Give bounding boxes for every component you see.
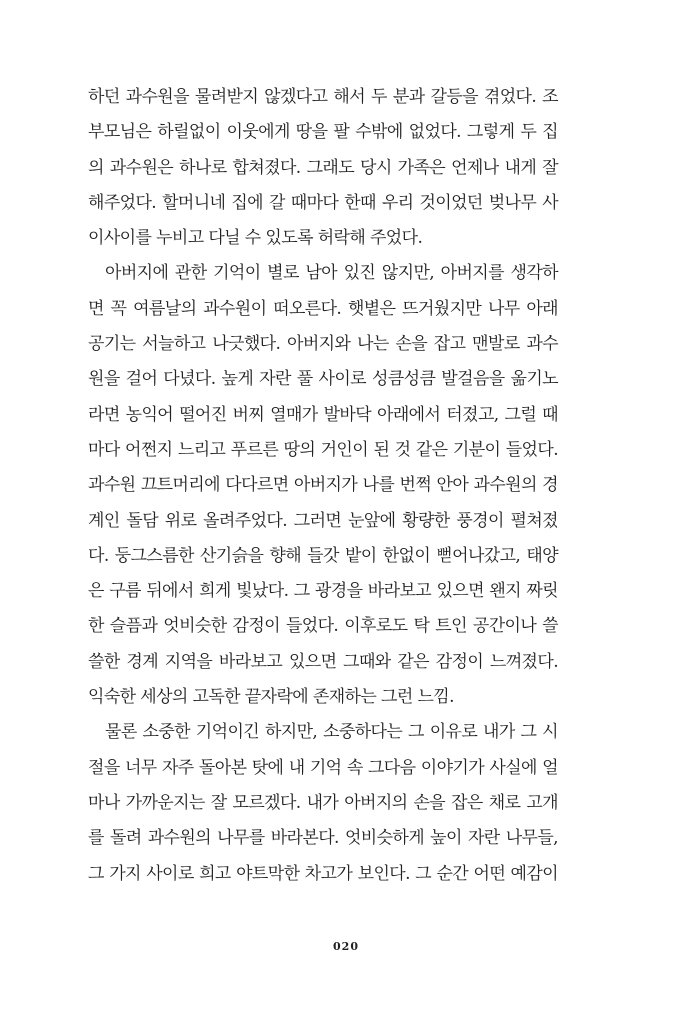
text-line: 면 꼭 여름날의 과수원이 떠오른다. 햇볕은 뜨거웠지만 나무 아래 (88, 298, 558, 319)
text-line: 마나 가까운지는 잘 모르겠다. 내가 아버지의 손을 잡은 채로 고개 (88, 792, 558, 813)
text-line: 물론 소중한 기억이긴 하지만, 소중하다는 그 이유로 내가 그 시 (105, 722, 558, 743)
paragraph-2 (88, 256, 558, 715)
book-page-body (88, 80, 558, 892)
text-line: 해주었다. 할머니네 집에 갈 때마다 한때 우리 것이었던 벚나무 사 (88, 192, 558, 213)
text-line: 라면 농익어 떨어진 버찌 열매가 발바닥 아래에서 터졌고, 그럴 때 (88, 404, 558, 425)
text-line: 를 돌려 과수원의 나무를 바라본다. 엇비슷하게 높이 자란 나무들, (88, 828, 558, 849)
text-line: 하던 과수원을 물려받지 않겠다고 해서 두 분과 갈등을 겪었다. 조 (88, 87, 558, 107)
text-line: 쓸한 경계 지역을 바라보고 있으면 그때와 같은 감정이 느껴졌다. (88, 651, 558, 672)
text-line: 과수원 끄트머리에 다다르면 아버지가 나를 번쩍 안아 과수원의 경 (88, 475, 558, 496)
text-line: 의 과수원은 하나로 합쳐졌다. 그래도 당시 가족은 언제나 내게 잘 (88, 157, 558, 178)
text-line: 원을 걸어 다녔다. 높게 자란 풀 사이로 성큼성큼 발걸음을 옮기노 (88, 369, 558, 390)
text-line: 부모님은 하릴없이 이웃에게 땅을 팔 수밖에 없었다. 그렇게 두 집 (88, 122, 558, 143)
text-line: 익숙한 세상의 고독한 끝자락에 존재하는 그런 느낌. (88, 687, 454, 708)
text-line: 다. 둥그스름한 산기슭을 향해 들갓 밭이 한없이 뻗어나갔고, 태양 (88, 545, 558, 566)
text-line: 계인 돌담 위로 올려주었다. 그러면 눈앞에 황량한 풍경이 펼쳐졌 (88, 510, 558, 531)
text-line: 아버지에 관한 기억이 별로 남아 있진 않지만, 아버지를 생각하 (105, 263, 558, 284)
text-line: 한 슬픔과 엇비슷한 감정이 들었다. 이후로도 탁 트인 공간이나 쓸 (88, 616, 558, 637)
text-line: 그 가지 사이로 희고 야트막한 차고가 보인다. 그 순간 어떤 예감이 (88, 863, 558, 884)
text-line: 이사이를 누비고 다닐 수 있도록 허락해 주었다. (88, 228, 423, 249)
text-line: 절을 너무 자주 돌아본 탓에 내 기억 속 그다음 이야기가 사실에 얼 (88, 757, 558, 778)
paragraph-3 (88, 715, 558, 891)
text-line: 공기는 서늘하고 나긋했다. 아버지와 나는 손을 잡고 맨발로 과수 (88, 334, 558, 355)
text-line: 마다 어쩐지 느리고 푸르른 땅의 거인이 된 것 같은 기분이 들었다. (88, 439, 558, 460)
page-number: 020 (333, 940, 359, 953)
text-line: 은 구름 뒤에서 희게 빛났다. 그 광경을 바라보고 있으면 왠지 짜릿 (88, 581, 558, 602)
paragraph-1 (88, 80, 558, 256)
